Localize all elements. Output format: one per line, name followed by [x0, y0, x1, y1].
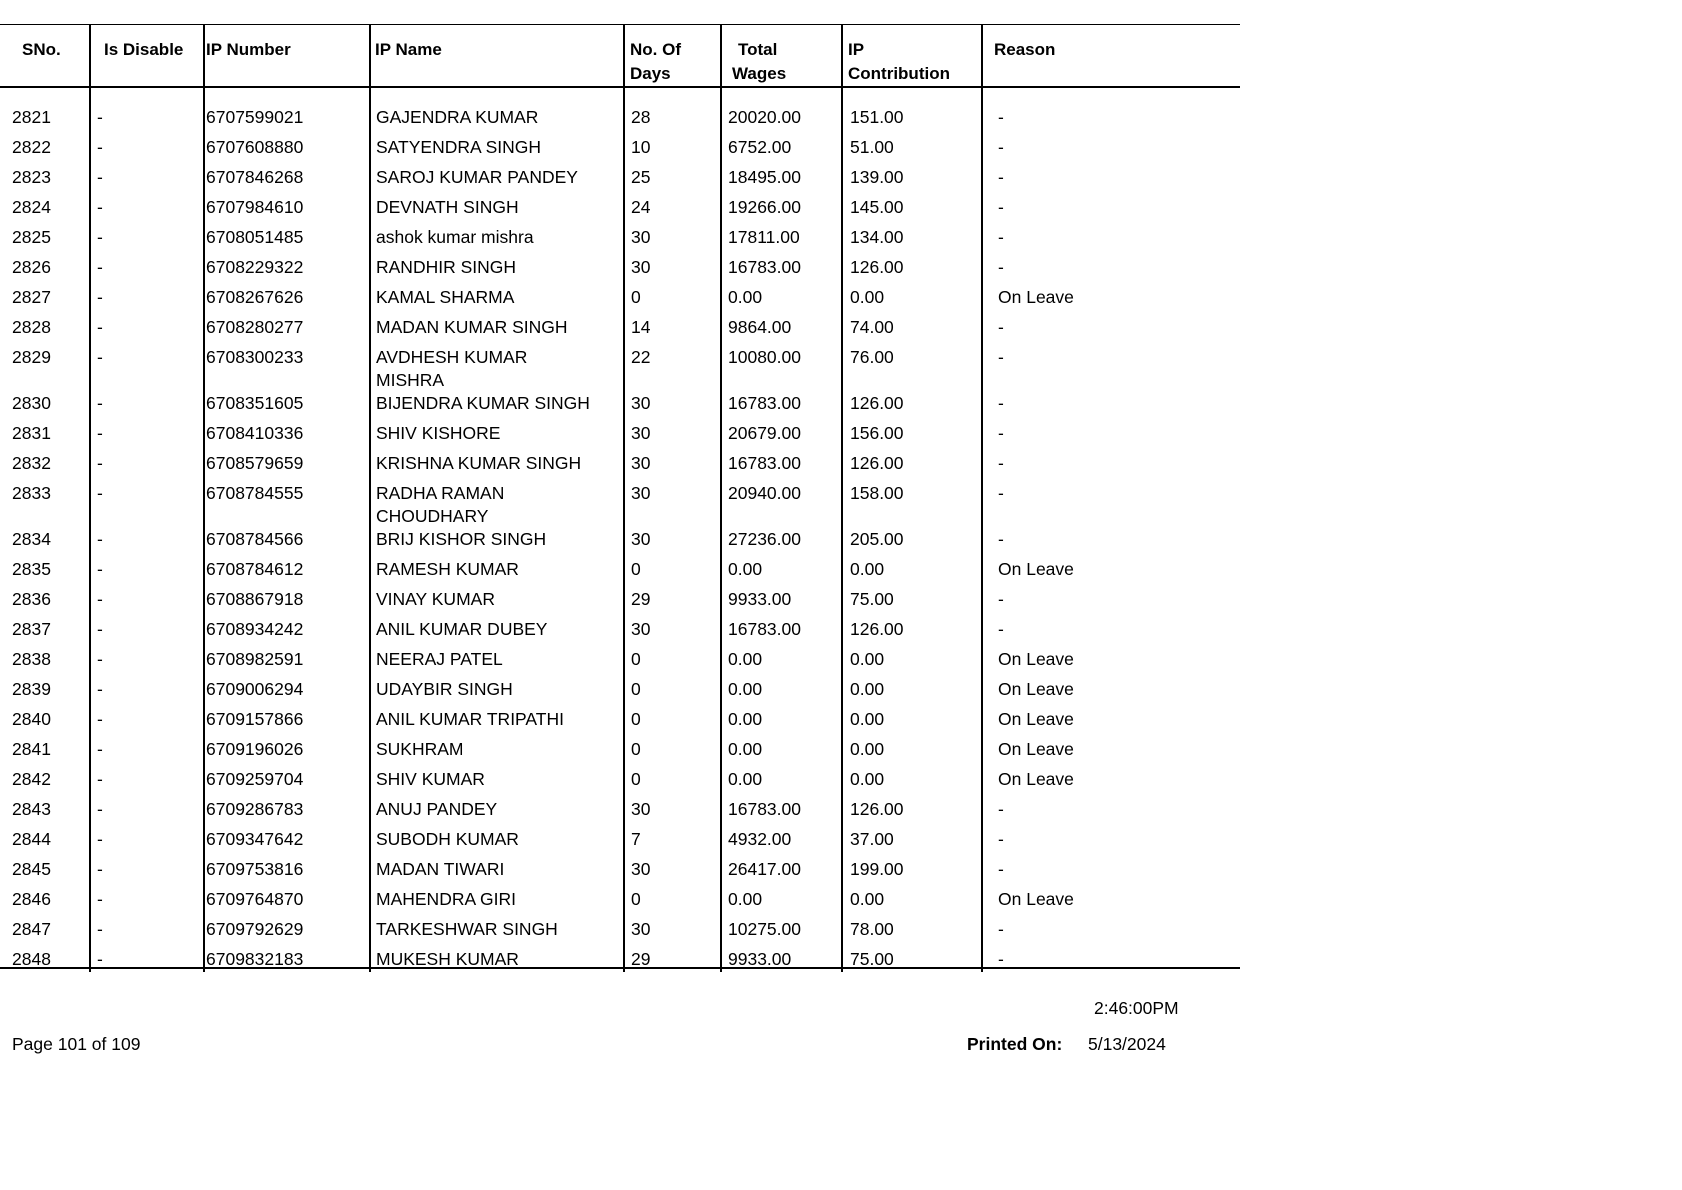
cell-ip-name: RANDHIR SINGH — [376, 257, 517, 277]
cell-ip-name: BRIJ KISHOR SINGH — [376, 529, 547, 549]
cell-ip-contribution: 74.00 — [850, 317, 894, 337]
cell-total-wages: 20679.00 — [728, 423, 801, 443]
cell-total-wages: 9933.00 — [728, 949, 792, 969]
cell-days: 30 — [631, 529, 651, 549]
cell-days: 30 — [631, 257, 651, 277]
cell-is-disable: - — [97, 799, 103, 819]
cell-is-disable: - — [97, 167, 103, 187]
cell-days: 28 — [631, 107, 651, 127]
cell-ip-name: ashok kumar mishra — [376, 227, 534, 247]
cell-ip-name: RADHA RAMAN — [376, 483, 505, 503]
cell-is-disable: - — [97, 619, 103, 639]
cell-sno: 2845 — [12, 859, 51, 879]
cell-sno: 2833 — [12, 483, 51, 503]
cell-ip-name-continued: MISHRA — [376, 370, 445, 390]
cell-is-disable: - — [97, 197, 103, 217]
cell-ip-number: 6709347642 — [206, 829, 304, 849]
cell-is-disable: - — [97, 649, 103, 669]
cell-ip-contribution: 199.00 — [850, 859, 904, 879]
cell-reason: On Leave — [998, 739, 1074, 759]
cell-reason: - — [998, 919, 1004, 939]
cell-total-wages: 6752.00 — [728, 137, 792, 157]
cell-ip-contribution: 0.00 — [850, 649, 885, 669]
cell-days: 22 — [631, 347, 651, 367]
cell-is-disable: - — [97, 529, 103, 549]
cell-sno: 2828 — [12, 317, 51, 337]
cell-is-disable: - — [97, 137, 103, 157]
cell-is-disable: - — [97, 829, 103, 849]
cell-total-wages: 10080.00 — [728, 347, 801, 367]
cell-ip-number: 6708867918 — [206, 589, 304, 609]
cell-total-wages: 0.00 — [728, 679, 763, 699]
cell-ip-contribution: 0.00 — [850, 739, 885, 759]
cell-ip-name: BIJENDRA KUMAR SINGH — [376, 393, 590, 413]
cell-days: 0 — [631, 739, 641, 759]
cell-is-disable: - — [97, 107, 103, 127]
cell-is-disable: - — [97, 559, 103, 579]
cell-total-wages: 16783.00 — [728, 619, 801, 639]
cell-days: 0 — [631, 559, 641, 579]
cell-ip-name: SAROJ KUMAR PANDEY — [376, 167, 578, 187]
cell-total-wages: 0.00 — [728, 769, 763, 789]
cell-sno: 2827 — [12, 287, 51, 307]
cell-reason: - — [998, 347, 1004, 367]
cell-is-disable: - — [97, 453, 103, 473]
cell-is-disable: - — [97, 709, 103, 729]
cell-reason: On Leave — [998, 709, 1074, 729]
cell-total-wages: 9933.00 — [728, 589, 792, 609]
cell-ip-name: KRISHNA KUMAR SINGH — [376, 453, 582, 473]
cell-ip-number: 6709753816 — [206, 859, 304, 879]
cell-ip-name: VINAY KUMAR — [376, 589, 495, 609]
cell-total-wages: 20020.00 — [728, 107, 801, 127]
cell-ip-number: 6708229322 — [206, 257, 304, 277]
column-divider — [841, 24, 843, 972]
cell-days: 30 — [631, 859, 651, 879]
cell-reason: - — [998, 317, 1004, 337]
cell-total-wages: 10275.00 — [728, 919, 801, 939]
cell-reason: - — [998, 257, 1004, 277]
header-ip-number: IP Number — [206, 40, 291, 59]
cell-ip-number: 6708351605 — [206, 393, 304, 413]
cell-ip-contribution: 126.00 — [850, 393, 904, 413]
cell-ip-number: 6707608880 — [206, 137, 304, 157]
cell-ip-contribution: 75.00 — [850, 589, 894, 609]
cell-is-disable: - — [97, 919, 103, 939]
cell-ip-contribution: 0.00 — [850, 889, 885, 909]
cell-total-wages: 18495.00 — [728, 167, 801, 187]
cell-ip-number: 6708579659 — [206, 453, 304, 473]
cell-ip-contribution: 134.00 — [850, 227, 904, 247]
cell-days: 0 — [631, 889, 641, 909]
cell-sno: 2848 — [12, 949, 51, 969]
cell-sno: 2838 — [12, 649, 51, 669]
cell-days: 0 — [631, 649, 641, 669]
cell-ip-number: 6707599021 — [206, 107, 304, 127]
cell-reason: - — [998, 589, 1004, 609]
cell-reason: - — [998, 423, 1004, 443]
cell-ip-contribution: 126.00 — [850, 453, 904, 473]
cell-total-wages: 16783.00 — [728, 257, 801, 277]
cell-reason: On Leave — [998, 889, 1074, 909]
cell-sno: 2825 — [12, 227, 51, 247]
printed-date: 5/13/2024 — [1088, 1034, 1166, 1054]
cell-total-wages: 4932.00 — [728, 829, 792, 849]
cell-total-wages: 26417.00 — [728, 859, 801, 879]
cell-ip-contribution: 156.00 — [850, 423, 904, 443]
cell-ip-contribution: 205.00 — [850, 529, 904, 549]
cell-ip-contribution: 145.00 — [850, 197, 904, 217]
cell-sno: 2823 — [12, 167, 51, 187]
cell-total-wages: 9864.00 — [728, 317, 792, 337]
cell-sno: 2822 — [12, 137, 51, 157]
cell-ip-name: ANUJ PANDEY — [376, 799, 498, 819]
header-bottom-rule — [0, 86, 1240, 88]
cell-total-wages: 20940.00 — [728, 483, 801, 503]
printed-on-label: Printed On: — [967, 1034, 1063, 1054]
header-reason: Reason — [994, 40, 1056, 59]
cell-sno: 2840 — [12, 709, 51, 729]
cell-ip-number: 6708267626 — [206, 287, 304, 307]
cell-sno: 2837 — [12, 619, 51, 639]
cell-sno: 2846 — [12, 889, 51, 909]
cell-ip-name: ANIL KUMAR DUBEY — [376, 619, 548, 639]
cell-is-disable: - — [97, 859, 103, 879]
cell-reason: On Leave — [998, 287, 1074, 307]
cell-total-wages: 0.00 — [728, 889, 763, 909]
cell-ip-contribution: 126.00 — [850, 799, 904, 819]
column-divider — [203, 24, 205, 972]
cell-is-disable: - — [97, 949, 103, 969]
cell-days: 30 — [631, 483, 651, 503]
cell-ip-contribution: 0.00 — [850, 559, 885, 579]
cell-ip-number: 6709764870 — [206, 889, 304, 909]
cell-total-wages: 16783.00 — [728, 453, 801, 473]
cell-is-disable: - — [97, 393, 103, 413]
header-total-wages: Total Wages — [732, 40, 787, 83]
cell-ip-contribution: 76.00 — [850, 347, 894, 367]
cell-days: 30 — [631, 393, 651, 413]
cell-sno: 2831 — [12, 423, 51, 443]
cell-days: 30 — [631, 227, 651, 247]
table-bottom-rule — [0, 967, 1240, 969]
cell-total-wages: 0.00 — [728, 287, 763, 307]
cell-days: 14 — [631, 317, 651, 337]
cell-ip-number: 6708934242 — [206, 619, 304, 639]
cell-ip-contribution: 0.00 — [850, 709, 885, 729]
cell-days: 7 — [631, 829, 641, 849]
page-number: Page 101 of 109 — [12, 1034, 141, 1054]
printed-time: 2:46:00PM — [1094, 998, 1179, 1018]
cell-sno: 2835 — [12, 559, 51, 579]
cell-reason: On Leave — [998, 559, 1074, 579]
cell-ip-name: MAHENDRA GIRI — [376, 889, 517, 909]
cell-is-disable: - — [97, 423, 103, 443]
cell-sno: 2830 — [12, 393, 51, 413]
cell-reason: - — [998, 529, 1004, 549]
column-divider — [720, 24, 722, 972]
cell-is-disable: - — [97, 483, 103, 503]
cell-ip-number: 6708784555 — [206, 483, 304, 503]
table-top-rule — [0, 24, 1240, 25]
cell-total-wages: 27236.00 — [728, 529, 801, 549]
cell-ip-name: GAJENDRA KUMAR — [376, 107, 539, 127]
cell-is-disable: - — [97, 889, 103, 909]
cell-sno: 2839 — [12, 679, 51, 699]
cell-reason: - — [998, 453, 1004, 473]
column-divider — [89, 24, 91, 972]
cell-total-wages: 0.00 — [728, 739, 763, 759]
cell-reason: - — [998, 829, 1004, 849]
cell-days: 30 — [631, 619, 651, 639]
cell-ip-name: SUKHRAM — [376, 739, 464, 759]
cell-reason: - — [998, 227, 1004, 247]
cell-ip-name: RAMESH KUMAR — [376, 559, 519, 579]
cell-ip-name: DEVNATH SINGH — [376, 197, 519, 217]
cell-ip-number: 6708784566 — [206, 529, 304, 549]
cell-sno: 2844 — [12, 829, 51, 849]
cell-days: 0 — [631, 769, 641, 789]
cell-ip-number: 6709792629 — [206, 919, 304, 939]
cell-ip-number: 6708280277 — [206, 317, 304, 337]
cell-ip-number: 6709196026 — [206, 739, 304, 759]
cell-days: 29 — [631, 589, 651, 609]
cell-total-wages: 16783.00 — [728, 799, 801, 819]
cell-is-disable: - — [97, 679, 103, 699]
cell-reason: - — [998, 619, 1004, 639]
cell-days: 0 — [631, 709, 641, 729]
cell-ip-number: 6709006294 — [206, 679, 304, 699]
cell-days: 29 — [631, 949, 651, 969]
cell-ip-name: ANIL KUMAR TRIPATHI — [376, 709, 564, 729]
cell-is-disable: - — [97, 347, 103, 367]
cell-reason: On Leave — [998, 679, 1074, 699]
cell-ip-contribution: 126.00 — [850, 257, 904, 277]
cell-ip-number: 6707984610 — [206, 197, 304, 217]
cell-ip-name: MADAN KUMAR SINGH — [376, 317, 568, 337]
cell-ip-name-continued: CHOUDHARY — [376, 506, 489, 526]
cell-reason: - — [998, 393, 1004, 413]
cell-total-wages: 19266.00 — [728, 197, 801, 217]
cell-ip-number: 6709832183 — [206, 949, 304, 969]
cell-days: 0 — [631, 287, 641, 307]
cell-days: 30 — [631, 919, 651, 939]
cell-sno: 2836 — [12, 589, 51, 609]
cell-ip-name: MUKESH KUMAR — [376, 949, 519, 969]
cell-ip-name: UDAYBIR SINGH — [376, 679, 513, 699]
cell-sno: 2841 — [12, 739, 51, 759]
cell-ip-number: 6709157866 — [206, 709, 304, 729]
cell-is-disable: - — [97, 287, 103, 307]
cell-sno: 2834 — [12, 529, 51, 549]
cell-reason: - — [998, 167, 1004, 187]
cell-ip-name: SUBODH KUMAR — [376, 829, 519, 849]
header-no-of-days: No. Of Days — [630, 40, 681, 83]
cell-total-wages: 0.00 — [728, 649, 763, 669]
cell-days: 30 — [631, 423, 651, 443]
cell-sno: 2832 — [12, 453, 51, 473]
cell-ip-number: 6708300233 — [206, 347, 304, 367]
cell-days: 30 — [631, 453, 651, 473]
cell-days: 25 — [631, 167, 651, 187]
cell-reason: - — [998, 799, 1004, 819]
cell-ip-name: SHIV KUMAR — [376, 769, 485, 789]
cell-total-wages: 17811.00 — [728, 227, 800, 247]
cell-ip-name: NEERAJ PATEL — [376, 649, 503, 669]
cell-ip-name: MADAN TIWARI — [376, 859, 505, 879]
header-sno: SNo. — [22, 40, 61, 59]
cell-ip-name: SATYENDRA SINGH — [376, 137, 541, 157]
cell-reason: On Leave — [998, 769, 1074, 789]
cell-ip-contribution: 126.00 — [850, 619, 904, 639]
cell-days: 0 — [631, 679, 641, 699]
cell-is-disable: - — [97, 227, 103, 247]
cell-ip-name: TARKESHWAR SINGH — [376, 919, 558, 939]
cell-ip-contribution: 151.00 — [850, 107, 904, 127]
cell-ip-contribution: 75.00 — [850, 949, 894, 969]
header-ip-name: IP Name — [375, 40, 442, 59]
cell-days: 30 — [631, 799, 651, 819]
cell-reason: - — [998, 949, 1004, 969]
cell-ip-contribution: 78.00 — [850, 919, 894, 939]
cell-sno: 2821 — [12, 107, 51, 127]
cell-ip-name: KAMAL SHARMA — [376, 287, 515, 307]
cell-total-wages: 16783.00 — [728, 393, 801, 413]
column-divider — [369, 24, 371, 972]
cell-is-disable: - — [97, 739, 103, 759]
cell-reason: - — [998, 859, 1004, 879]
cell-total-wages: 0.00 — [728, 559, 763, 579]
cell-total-wages: 0.00 — [728, 709, 763, 729]
cell-reason: - — [998, 137, 1004, 157]
cell-ip-number: 6709259704 — [206, 769, 304, 789]
cell-sno: 2843 — [12, 799, 51, 819]
cell-ip-contribution: 0.00 — [850, 679, 885, 699]
cell-sno: 2826 — [12, 257, 51, 277]
column-divider — [981, 24, 983, 972]
cell-ip-name: SHIV KISHORE — [376, 423, 501, 443]
cell-sno: 2847 — [12, 919, 51, 939]
cell-ip-contribution: 139.00 — [850, 167, 904, 187]
cell-ip-contribution: 0.00 — [850, 287, 885, 307]
cell-days: 24 — [631, 197, 651, 217]
cell-is-disable: - — [97, 769, 103, 789]
cell-reason: - — [998, 107, 1004, 127]
cell-reason: - — [998, 197, 1004, 217]
cell-ip-contribution: 51.00 — [850, 137, 894, 157]
cell-reason: - — [998, 483, 1004, 503]
cell-ip-name: AVDHESH KUMAR — [376, 347, 528, 367]
cell-ip-number: 6709286783 — [206, 799, 304, 819]
cell-ip-number: 6708982591 — [206, 649, 304, 669]
cell-ip-number: 6708051485 — [206, 227, 304, 247]
cell-days: 10 — [631, 137, 651, 157]
cell-ip-contribution: 158.00 — [850, 483, 904, 503]
cell-reason: On Leave — [998, 649, 1074, 669]
cell-ip-number: 6708784612 — [206, 559, 304, 579]
cell-ip-number: 6708410336 — [206, 423, 304, 443]
cell-is-disable: - — [97, 589, 103, 609]
cell-is-disable: - — [97, 317, 103, 337]
cell-is-disable: - — [97, 257, 103, 277]
cell-ip-contribution: 37.00 — [850, 829, 894, 849]
column-divider — [623, 24, 625, 972]
cell-sno: 2842 — [12, 769, 51, 789]
cell-sno: 2824 — [12, 197, 51, 217]
header-ip-contribution: IP Contribution — [848, 40, 950, 83]
header-is-disable: Is Disable — [104, 40, 184, 59]
cell-sno: 2829 — [12, 347, 51, 367]
cell-ip-contribution: 0.00 — [850, 769, 885, 789]
cell-ip-number: 6707846268 — [206, 167, 304, 187]
